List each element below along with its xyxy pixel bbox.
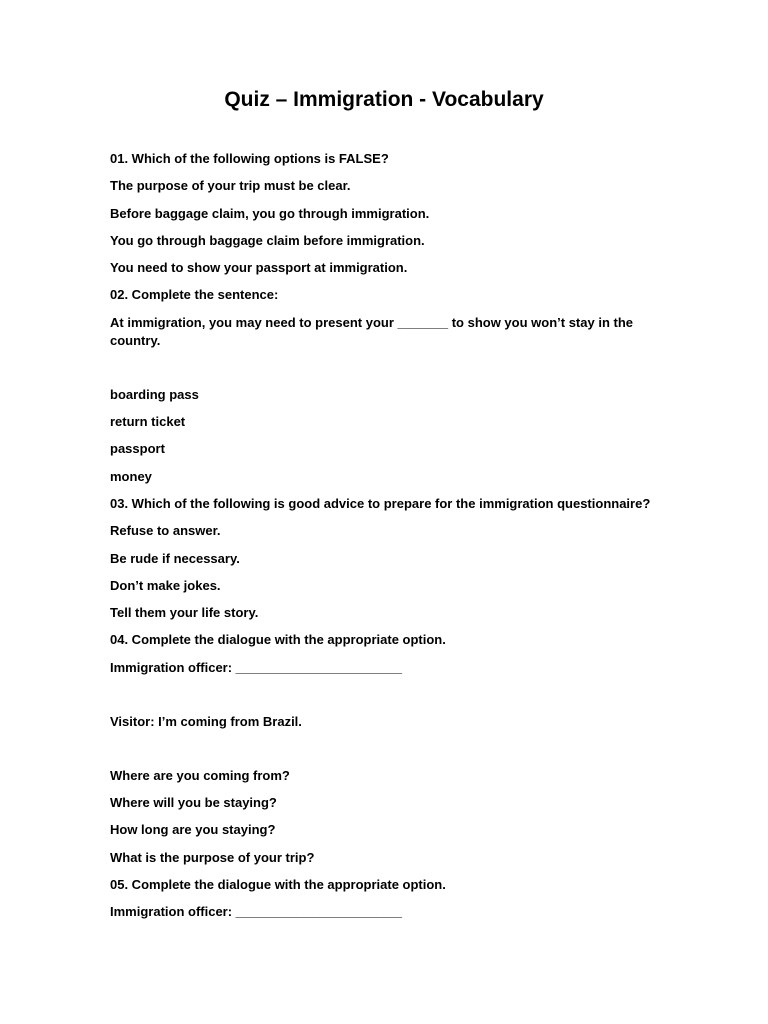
question-3-option-d: Tell them your life story. [110,605,259,621]
question-2-prompt: 02. Complete the sentence: [110,287,279,303]
question-4-option-d: What is the purpose of your trip? [110,849,315,865]
question-4-option-c: How long are you staying? [110,822,276,838]
question-4-officer-line: Immigration officer: _______________________ [110,659,402,675]
question-3-prompt: 03. Which of the following is good advice to prepare for the immigration questionnaire? [110,495,651,511]
question-4-prompt: 04. Complete the dialogue with the appropriate option. [110,632,446,648]
question-4-visitor-line: Visitor: I’m coming from Brazil. [110,713,302,729]
question-1-option-b: Before baggage claim, you go through immigration. [110,205,430,221]
question-1-prompt: 01. Which of the following options is FALSE? [110,151,389,166]
question-2-option-c: passport [110,441,165,457]
question-1-option-d: You need to show your passport at immigration. [110,260,408,276]
quiz-content [110,150,670,931]
question-4-option-b: Where will you be staying? [110,795,277,811]
question-1-option-c: You go through baggage claim before immigration. [110,232,425,248]
question-2-sentence: At immigration, you may need to present your _______ to show you won’t stay in the country. [110,314,637,348]
question-3-option-a: Refuse to answer. [110,523,221,539]
question-5-officer-line: Immigration officer: _______________________ [110,904,402,920]
question-4-option-a: Where are you coming from? [110,767,290,783]
question-3-option-c: Don’t make jokes. [110,577,221,593]
question-2-option-d: money [110,468,152,484]
question-3-option-b: Be rude if necessary. [110,550,240,566]
question-2-option-a: boarding pass [110,386,199,402]
question-1-option-a: The purpose of your trip must be clear. [110,178,351,194]
quiz-title: Quiz – Immigration - Vocabulary [224,88,544,111]
question-5-prompt: 05. Complete the dialogue with the appropriate option. [110,876,446,892]
question-2-option-b: return ticket [110,414,186,430]
